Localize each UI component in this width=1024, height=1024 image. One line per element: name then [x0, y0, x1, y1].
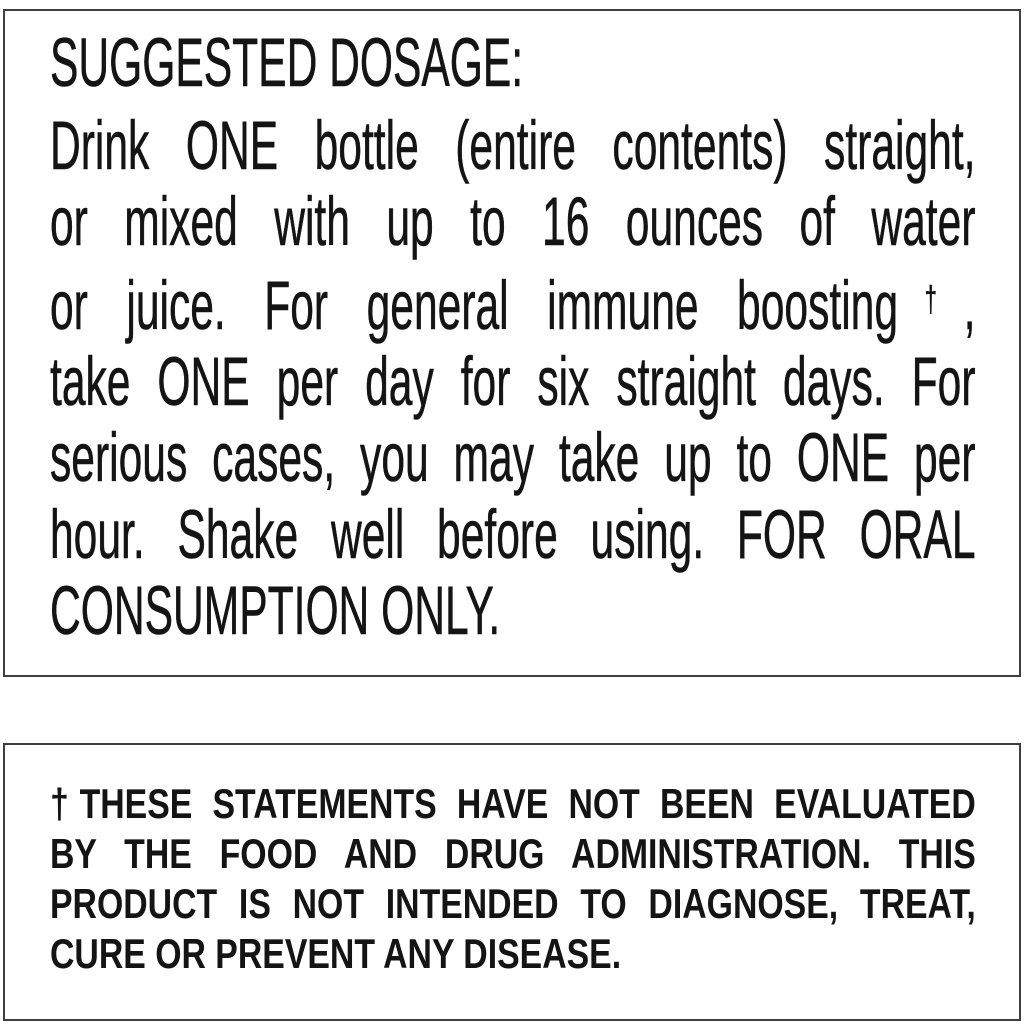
- dosage-line-4: take ONE per day for six straight days. For: [50, 342, 976, 420]
- dosage-line-3-comma: ,: [963, 266, 976, 344]
- dosage-line-5: serious cases, you may take up to ONE per: [50, 419, 976, 497]
- disclaimer-line-2: BY THE FOOD AND DRUG ADMINISTRATION. THIS: [50, 830, 976, 877]
- disclaimer-panel: [3, 743, 1021, 1021]
- disclaimer-line-3: PRODUCT IS NOT INTENDED TO DIAGNOSE, TREAT,: [50, 880, 976, 927]
- dosage-line-2: or mixed with up to 16 ounces of water: [50, 183, 976, 260]
- dosage-text-block: [50, 25, 976, 650]
- disclaimer-line-1: †THESE STATEMENTS HAVE NOT BEEN EVALUATED: [50, 780, 976, 827]
- dosage-line-6: hour. Shake well before using. FOR ORAL: [50, 495, 976, 573]
- dosage-line-3-text: or juice. For general immune boosting: [50, 266, 899, 344]
- disclaimer-line-4: CURE OR PREVENT ANY DISEASE.: [50, 930, 622, 977]
- dosage-panel: [3, 9, 1021, 677]
- dagger-footnote-marker: †: [898, 278, 964, 319]
- dosage-heading: SUGGESTED DOSAGE:: [50, 24, 524, 101]
- dosage-line-3: [50, 261, 976, 344]
- disclaimer-text-block: [50, 779, 976, 979]
- dosage-line-7: CONSUMPTION ONLY.: [50, 572, 501, 650]
- dosage-line-1: Drink ONE bottle (entire contents) straight,: [50, 106, 976, 184]
